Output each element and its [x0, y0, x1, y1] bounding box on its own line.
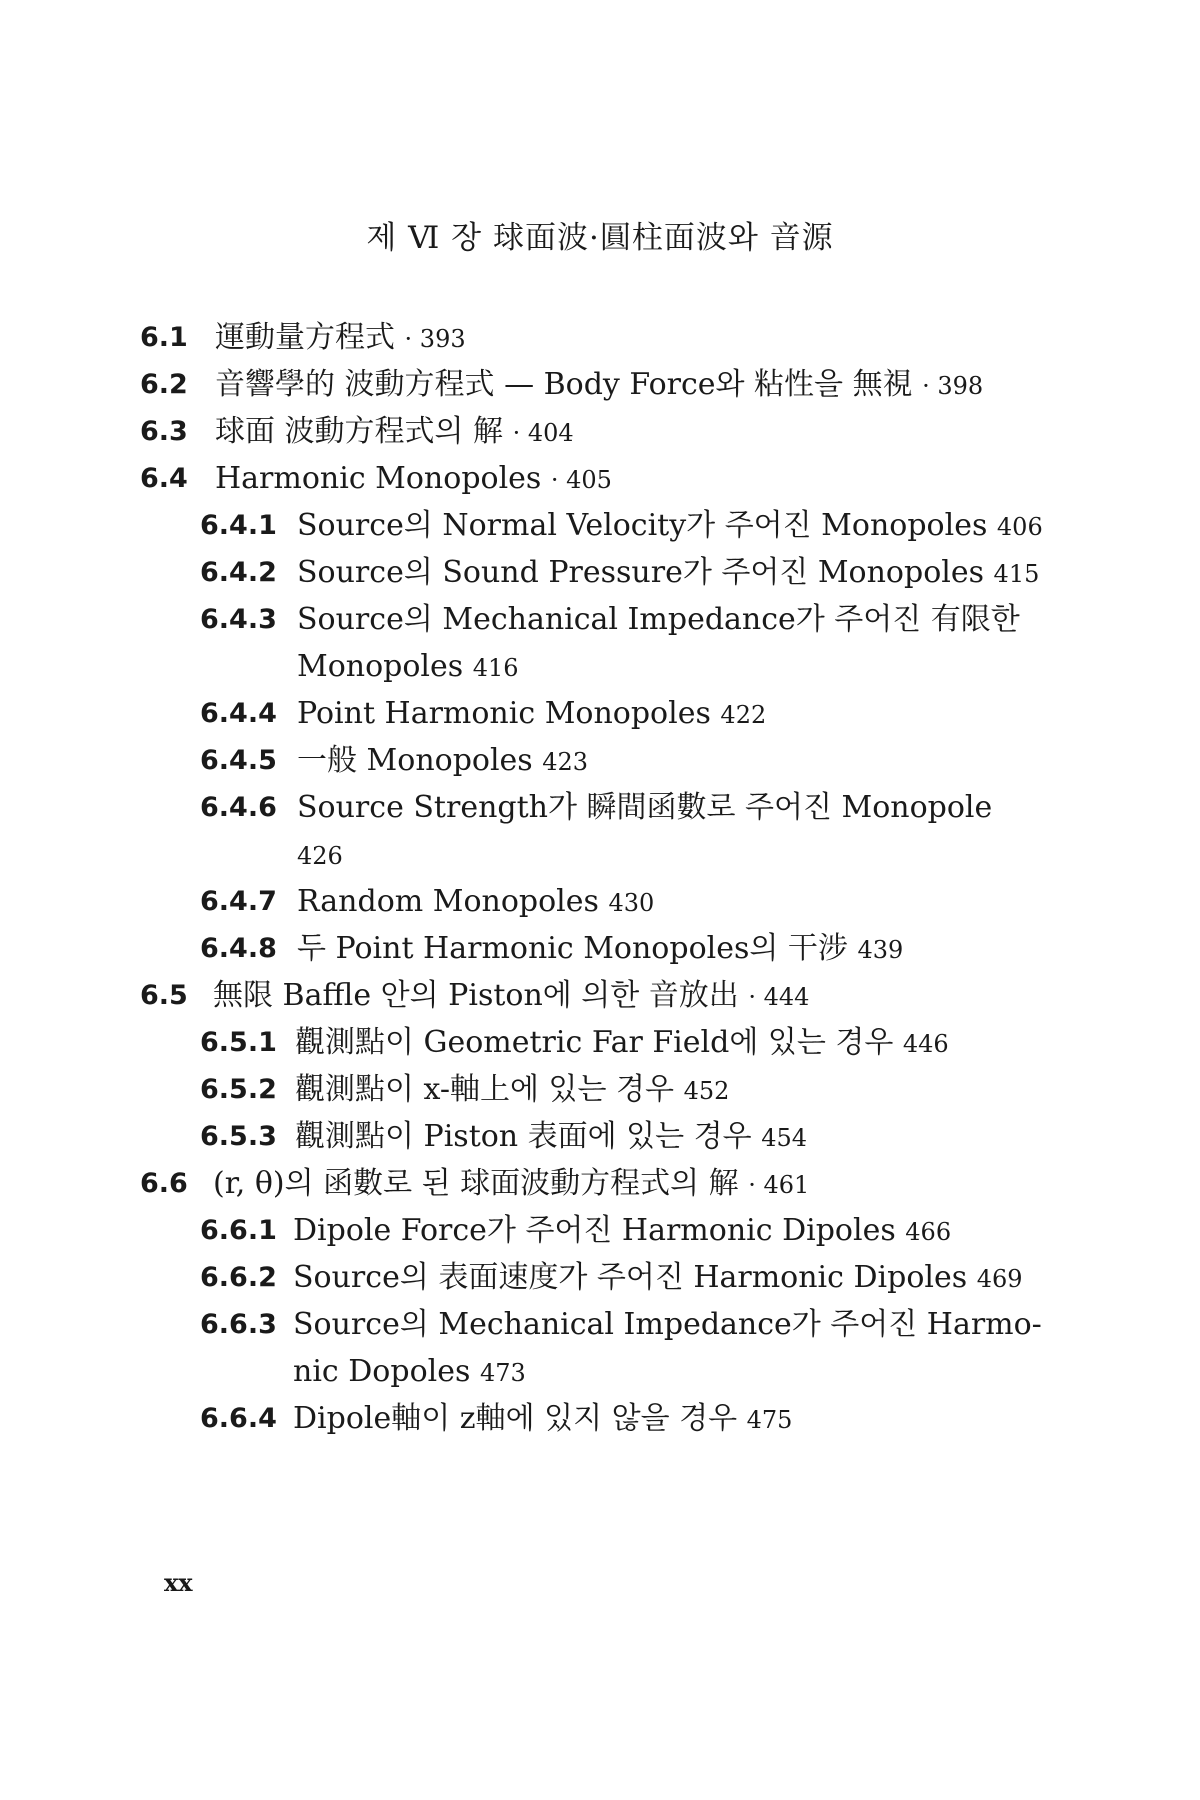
page-number: · 404	[512, 419, 574, 447]
toc-entry-continuation	[297, 647, 519, 688]
section-title: 無限 Baffle 안의 Piston에 의한 音放出	[213, 978, 739, 1013]
section-number: 6.4.3	[200, 604, 277, 635]
page-number: · 398	[922, 372, 984, 400]
section-number: 6.3	[140, 416, 188, 447]
page-number: 469	[976, 1265, 1023, 1293]
section-title: Point Harmonic Monopoles	[297, 696, 711, 731]
section-title: Dipole Force가 주어진 Harmonic Dipoles	[293, 1213, 896, 1248]
section-number: 6.4.5	[200, 745, 277, 776]
section-number: 6.4	[140, 463, 188, 494]
section-number: 6.5.2	[200, 1074, 277, 1105]
section-title: 音響學的 波動方程式 — Body Force와 粘性을 無視	[215, 367, 913, 402]
page-number: 475	[746, 1406, 793, 1434]
section-title: Source Strength가 瞬間函數로 주어진 Monopole	[297, 790, 993, 825]
section-title: nic Dopoles	[293, 1354, 471, 1389]
section-title: 觀測點이 x-軸上에 있는 경우	[295, 1072, 675, 1107]
section-number: 6.1	[140, 322, 188, 353]
page-number: 422	[720, 701, 767, 729]
page-number: 423	[542, 748, 589, 776]
section-title: 觀測點이 Piston 表面에 있는 경우	[295, 1119, 752, 1154]
section-title: (r, θ)의 函數로 된 球面波動方程式의 解	[213, 1166, 739, 1201]
section-number: 6.4.1	[200, 510, 277, 541]
page-number: 426	[297, 842, 343, 870]
page-number: · 405	[550, 466, 612, 494]
section-number: 6.6.3	[200, 1309, 277, 1340]
toc-entry-continuation	[297, 835, 343, 876]
page-number: 473	[479, 1359, 526, 1387]
page-number: 415	[993, 560, 1040, 588]
section-title: 球面 波動方程式의 解	[215, 414, 504, 449]
page-number: 430	[608, 889, 655, 917]
page-number: · 444	[748, 983, 810, 1011]
section-title: Dipole軸이 z軸에 있지 않을 경우	[293, 1401, 738, 1436]
toc-entry-continuation	[293, 1352, 526, 1393]
page-number: · 393	[404, 325, 466, 353]
section-title: Random Monopoles	[297, 884, 599, 919]
section-number: 6.6.4	[200, 1403, 277, 1434]
section-title: 一般 Monopoles	[297, 743, 533, 778]
page-number: 446	[902, 1030, 949, 1058]
section-number: 6.6	[140, 1168, 188, 1199]
page-number: 466	[905, 1218, 952, 1246]
section-title: Source의 Normal Velocity가 주어진 Monopoles	[297, 508, 988, 543]
section-title: 運動量方程式	[215, 320, 395, 355]
section-number: 6.5	[140, 980, 188, 1011]
section-number: 6.4.6	[200, 792, 277, 823]
section-title: Harmonic Monopoles	[215, 461, 542, 496]
section-number: 6.4.2	[200, 557, 277, 588]
section-number: 6.6.1	[200, 1215, 277, 1246]
section-title: Source의 表面速度가 주어진 Harmonic Dipoles	[293, 1260, 968, 1295]
section-title: Source의 Mechanical Impedance가 주어진 有限한	[297, 602, 1020, 637]
section-number: 6.2	[140, 369, 188, 400]
page-number: 439	[857, 936, 904, 964]
section-number: 6.5.3	[200, 1121, 277, 1152]
section-number: 6.4.7	[200, 886, 277, 917]
section-title: 두 Point Harmonic Monopoles의 干涉	[297, 931, 848, 966]
section-number: 6.4.4	[200, 698, 277, 729]
section-number: 6.6.2	[200, 1262, 277, 1293]
folio-page-number: xx	[164, 1568, 193, 1597]
page-number: 452	[683, 1077, 730, 1105]
section-number: 6.4.8	[200, 933, 277, 964]
chapter-title: 제 Ⅵ 장 球面波·圓柱面波와 音源	[366, 220, 834, 256]
section-number: 6.5.1	[200, 1027, 277, 1058]
section-title: Source의 Mechanical Impedance가 주어진 Harmo-	[293, 1307, 1042, 1342]
page-number: 416	[472, 654, 519, 682]
page-number: 406	[996, 513, 1043, 541]
section-title: 觀測點이 Geometric Far Field에 있는 경우	[295, 1025, 894, 1060]
section-title: Monopoles	[297, 649, 464, 684]
page-number: · 461	[748, 1171, 810, 1199]
page-number: 454	[761, 1124, 807, 1152]
section-title: Source의 Sound Pressure가 주어진 Monopoles	[297, 555, 984, 590]
